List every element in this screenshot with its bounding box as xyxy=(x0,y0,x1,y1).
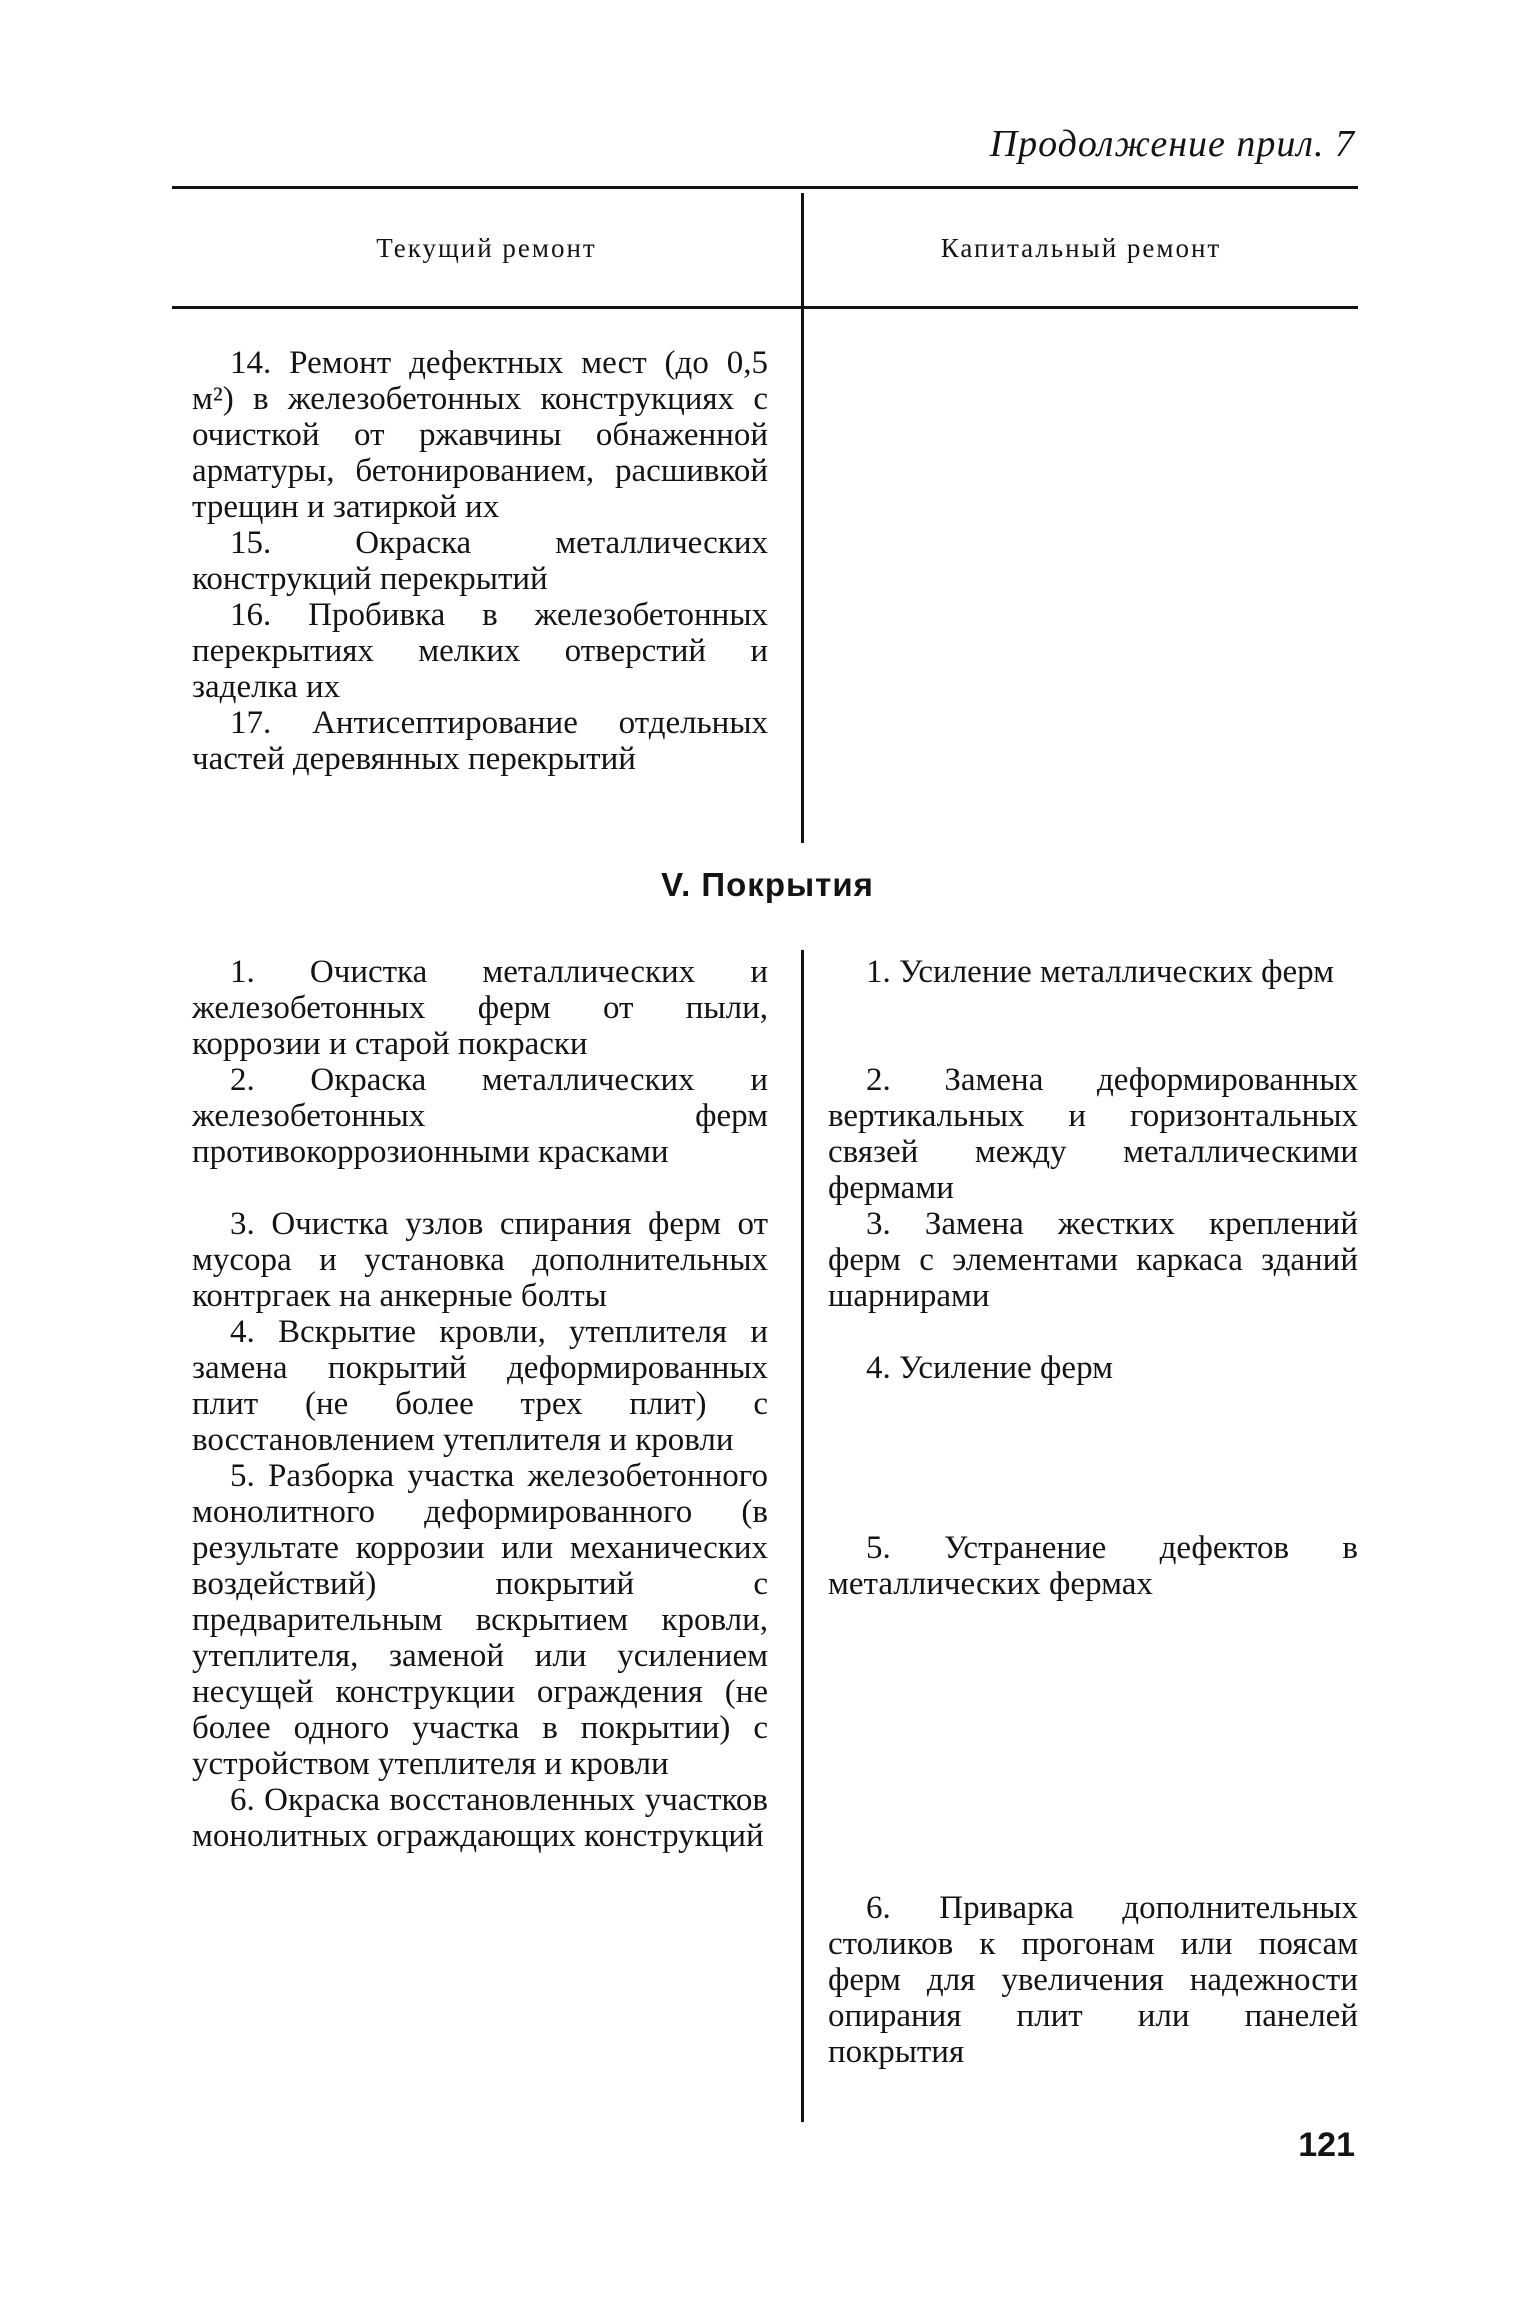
list-item: 15. Окраска металлических конструкций перекрытий xyxy=(192,525,768,597)
list-item: 16. Пробивка в железобетонных перекрытиях мелких отверстий и заделка их xyxy=(192,597,768,705)
running-head: Продолжение прил. 7 xyxy=(989,123,1355,165)
section5-right-item-2: 2. Замена деформированных вертикальных и горизонтальных связей между металлическими фермами xyxy=(828,1062,1358,1206)
page-number: 121 xyxy=(1298,2126,1355,2164)
table-header-rule xyxy=(172,306,1358,309)
section-title: V. Покрытия xyxy=(661,866,874,903)
column-header-capital-repair: Капитальный ремонт xyxy=(940,233,1222,263)
list-item: 17. Антисептирование отдельных частей деревянных перекрытий xyxy=(192,705,768,777)
table-column-divider-bottom xyxy=(801,950,804,2122)
list-item: 2. Окраска металлических и железобетонных ферм противокоррозионными красками xyxy=(192,1062,768,1170)
column-header-current-repair: Текущий ремонт xyxy=(376,233,597,263)
section5-right-item-1: 1. Усиление металлических ферм xyxy=(866,954,1334,990)
list-item: 3. Очистка узлов спирания ферм от мусора и установка дополнительных контргаек на анкерные болты xyxy=(192,1206,768,1314)
section5-right-item-6: 6. Приварка дополнительных столиков к прогонам или поясам ферм для увеличения надежности опирания плит или панелей покрытия xyxy=(828,1890,1358,2070)
table-column-divider-top xyxy=(801,193,804,843)
list-item: 1. Очистка металлических и железобетонных ферм от пыли, коррозии и старой покраски xyxy=(192,954,768,1062)
list-item: 4. Вскрытие кровли, утеплителя и замена покрытий деформированных плит (не более трех плит) с восстановлением утеплителя и кровли xyxy=(192,1314,768,1458)
section5-right-item-5: 5. Устранение дефектов в металлических фермах xyxy=(828,1530,1358,1602)
list-item: 5. Разборка участка железобетонного монолитного деформированного (в результате коррозии или механических воздействий) покрытий с предварительным вскрытием кровли, утеплителя, заменой или усилением несущей конструкции ограждения (не более одного участка в покрытии) с устройством утеплителя и кровли xyxy=(192,1458,768,1782)
table-top-rule xyxy=(172,186,1358,189)
section4-left-cell xyxy=(192,345,768,777)
list-item: 6. Окраска восстановленных участков монолитных ограждающих конструкций xyxy=(192,1782,768,1854)
list-item: 14. Ремонт дефектных мест (до 0,5 м²) в железобетонных конструкциях с очисткой от ржавчины обнаженной арматуры, бетонированием, расшивкой трещин и затиркой их xyxy=(192,345,768,525)
section5-right-item-4: 4. Усиление ферм xyxy=(866,1350,1113,1386)
section5-left-cell xyxy=(192,954,768,1854)
section5-right-item-3: 3. Замена жестких креплений ферм с элементами каркаса зданий шарнирами xyxy=(828,1206,1358,1314)
